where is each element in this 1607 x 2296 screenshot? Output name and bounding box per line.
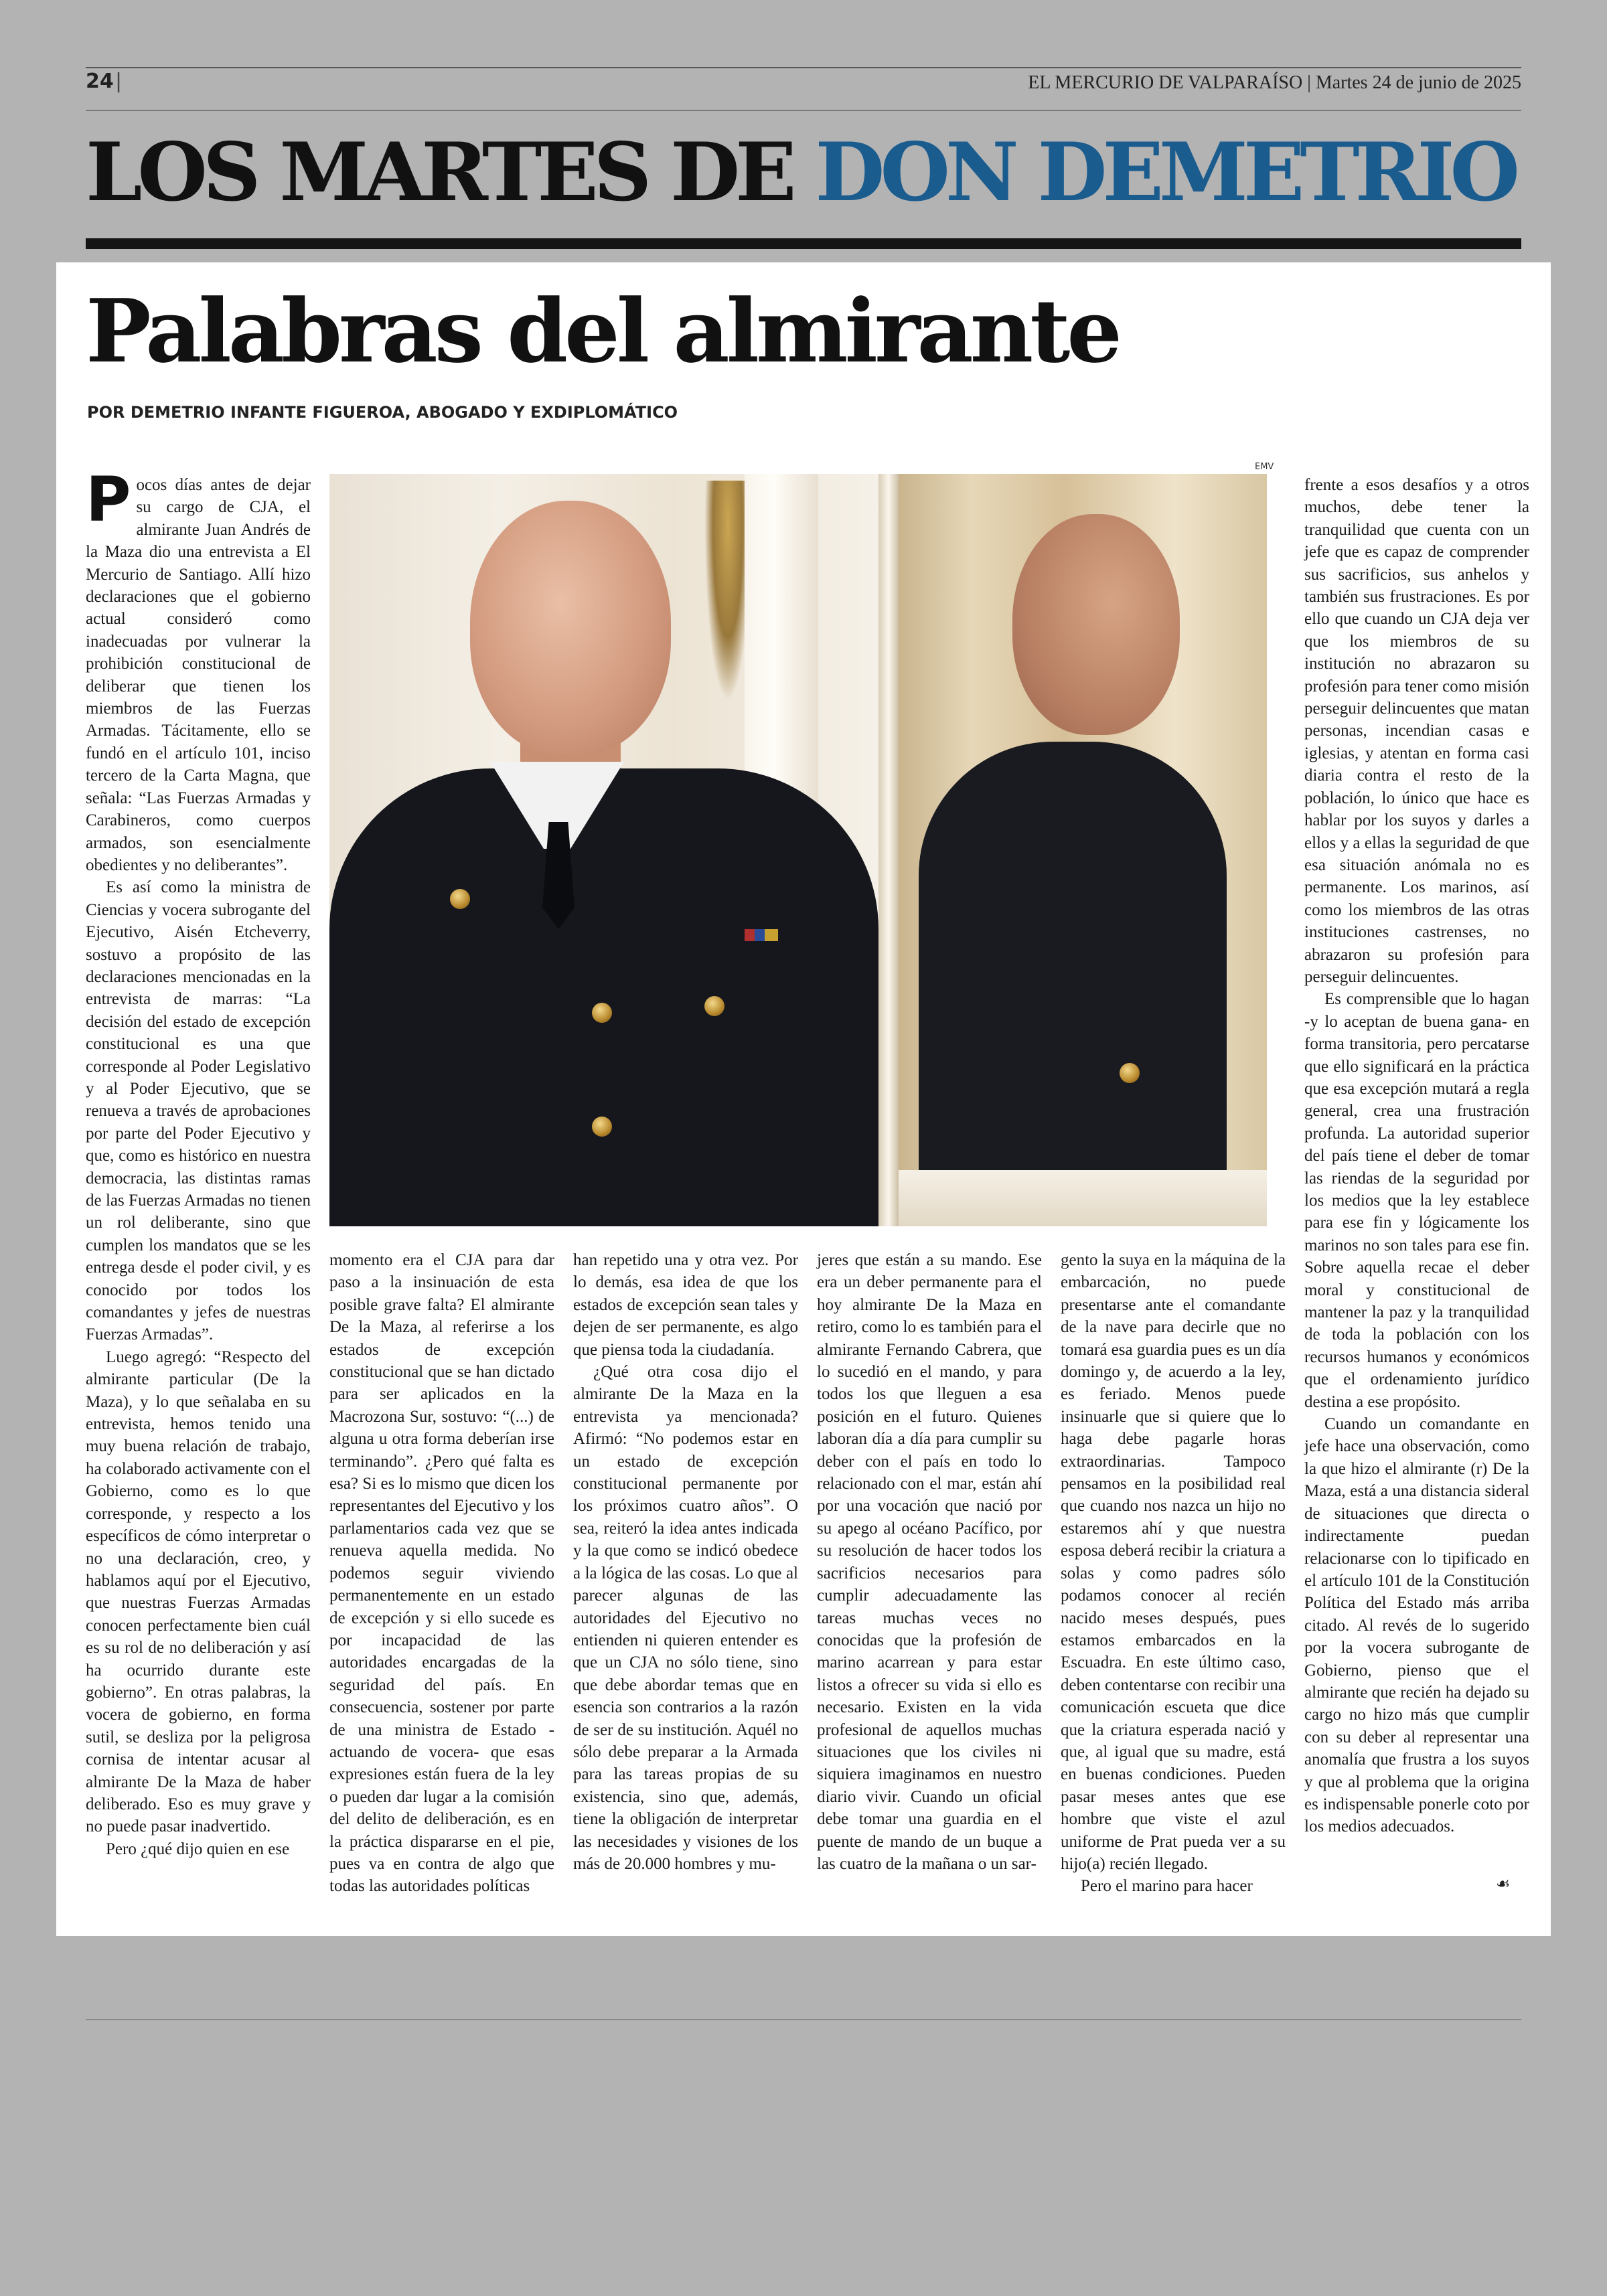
paragraph: gento la suya en la máquina de la embarcación, no puede presentarse ante el comandante de la nave para decirle que no tomará esa guardia pues es un día domingo y, de acuerdo a la ley, es feriado. Menos puede insinuarle que si quiere que lo haga debe pagarle horas extraordinarias. Tampoco pensamos en la posibilidad real que cuando nos nazca un hijo no estaremos ahí y que nuestra esposa deberá recibir la criatura a solas y como padres sólo podamos conocer al recién nacido meses después, pues estamos embarcados en la Escuadra. En este último caso, deben contentarse con recibir una comunicación escueta que dice que la criatura esperada nació y que, al igual que su madre, está en buenas condiciones. Pueden pasar meses antes que ese hombre que viste el azul uniforme de Prat pueda ver a su hijo(a) recién llegado.	[1061, 1251, 1286, 1873]
paragraph: ¿Qué otra cosa dijo el almirante De la Maza en la entrevista ya mencionada? Afirmó: “No podemos estar en un estado de excepción constitucional permanente por los próximos cuatro años”. O sea, reiteró la idea antes indicada y la que como se indicó obedece a la lógica de las cosas. Lo que al parecer algunas de las autoridades del Ejecutivo no entienden ni quieren entender es que un CJA no sólo tiene, sino que debe abordar temas que en esencia son contrarios a la razón de ser de su institución. Aquél no sólo debe preparar a la Armada para las tareas propias de su existencia, sino que, además, tiene la obligación de interpretar las necesidades y visiones de los más de 20.000 hombres y mu-	[573, 1363, 798, 1873]
photo-admiral-uniform	[329, 768, 878, 1226]
article-column-1	[86, 464, 311, 1860]
article-panel	[56, 262, 1551, 1936]
paragraph: Es así como la ministra de Ciencias y vocera subrogante del Ejecutivo, Aisén Etcheverry, sostuvo a propósito de las declaraciones mencionadas en la entrevista de marras: “La decisión del estado de excepción constitucional es una que corresponde al Poder Legislativo y al Poder Ejecutivo, que se renueva a través de aprobaciones por parte del Poder Ejecutivo y que, como es histórico en nuestra democracia, las distintas ramas de las Fuerzas Armadas no tienen un rol deliberante, sino que cumplen los mandatos que se les entrega desde el poder civil, y es conocido por todos los comandantes y jefes de nuestras Fuerzas Armadas”.	[86, 878, 311, 1344]
article-column-5	[1061, 1249, 1286, 1898]
section-title-main: LOS MARTES DE	[86, 125, 816, 220]
paragraph: ocos días antes de dejar su cargo de CJA, el almirante Juan Andrés de la Maza dio una entrevista a El Mercurio de Santiago. Allí hizo declaraciones que el gobierno actual consideró como inadecuadas por vulnerar la prohibición constitucional de deliberar que tienen los miembros de las Fuerzas Armadas. Tácitamente, ello se fundó en el artículo 101, inciso tercero de la Carta Magna, que señala: “Las Fuerzas Armadas y Carabineros, como cuerpos armados, son esencialmente obedientes y no deliberantes”.	[86, 476, 311, 874]
paragraph: momento era el CJA para dar paso a la insinuación de esta posible grave falta? El almirante De la Maza, al referirse a los estados de excepción constitucional que se han dictado para ser aplicados en la Macrozona Sur, sostuvo: “(...) de alguna u otra forma deberían irse terminando”. ¿Pero qué falta es esa? Si es lo mismo que dicen los representantes del Ejecutivo y los parlamentarios cada vez que se renueva aquella medida. No podemos seguir viviendo permanentemente en un estado de excepción y si ello sucede es por incapacidad de las autoridades encargadas de la seguridad del país. En consecuencia, sostener por parte de una ministra de Estado -actuando de vocera- que esas expresiones están fuera de la ley o pueden dar lugar a la comisión del delito de deliberación, es en la práctica dispararse en el pie, pues va en contra de algo que todas las autoridades políticas	[329, 1251, 554, 1896]
photo-button	[592, 1003, 612, 1023]
photo-mirror-shelf	[899, 1170, 1267, 1226]
paragraph: Es comprensible que lo hagan -y lo aceptan de buena gana- en forma transitoria, pero percatarse que ello significará en la práctica que esa excepción mutará a regla general, crea una frustración profunda. La autoridad superior del país tiene el deber de tomar las riendas de la seguridad por los medios que la ley establece para ese fin y lógicamente los marinos no son tales para ese fin. Sobre aquella recae el deber moral y constitucional de mantener la paz y la tranquilidad de toda la población con los recursos humanos y económicos que el ordenamiento jurídico destina a ese propósito.	[1304, 990, 1529, 1411]
photo-button	[704, 996, 724, 1016]
section-title	[86, 125, 1521, 220]
article-headline: Palabras del almirante	[86, 280, 1119, 382]
header-rule	[86, 110, 1521, 111]
paragraph: Pero el marino para hacer	[1081, 1877, 1253, 1896]
section-divider	[86, 238, 1521, 249]
article-column-4	[817, 1249, 1042, 1875]
end-mark-icon: ☙	[1496, 1874, 1511, 1893]
article-photo	[329, 474, 1267, 1226]
drop-cap: P	[86, 464, 131, 536]
paragraph: Pero ¿qué dijo quien en ese	[106, 1839, 290, 1858]
page-number-separator: |	[115, 70, 123, 93]
photo-badge	[450, 889, 470, 909]
photo-reflection-head	[1012, 514, 1180, 735]
paragraph: frente a esos desafíos y a otros muchos, debe tener la tranquilidad que cuenta con un jefe que es capaz de comprender sus sacrificios, sus anhelos y también sus frustraciones. Es por ello que cuando un CJA deja ver que los miembros de su institución no abrazaron su profesión para tener como misión perseguir delincuentes que matan personas, incendian casas e iglesias, y atentan en forma casi diaria contra el resto de la población, lo único que hace es hablar por los suyos y darles a ellos y a ellas la seguridad de que esa situación anómala no es permanente. Los marinos, así como los miembros de las otras instituciones castrenses, no abrazaron su profesión para perseguir delincuentes.	[1304, 476, 1530, 986]
article-byline: POR DEMETRIO INFANTE FIGUEROA, ABOGADO Y EXDIPLOMÁTICO	[87, 403, 678, 422]
photo-reflection-uniform	[919, 742, 1227, 1170]
page-number: 24	[86, 70, 114, 93]
masthead-date: EL MERCURIO DE VALPARAÍSO | Martes 24 de junio de 2025	[1028, 72, 1521, 93]
photo-button	[592, 1117, 612, 1137]
photo-credit: EMV	[1255, 462, 1274, 472]
photo-mirror-frame	[878, 474, 899, 1226]
paragraph: Cuando un comandante en jefe hace una observación, como la que hizo el almirante (r) De la Maza, está a una distancia sideral de situaciones que directa o indirectamente puedan relacionarse con lo tipificado en el artículo 101 de la Constitución Política del Estado más arriba citado. Al revés de lo sugerido por la vocera subrogante de Gobierno, pienso que el almirante que recién ha dejado su cargo no hizo más que cumplir con su deber al representar una anomalía que frustra a los suyos y que al problema que la origina es indispensable ponerle coto por los medios adecuados.	[1304, 1415, 1529, 1836]
article-column-6	[1304, 474, 1529, 1838]
photo-admiral-head	[470, 501, 671, 755]
paragraph: han repetido una y otra vez. Por lo demás, esa idea de que los estados de excepción sean tales y dejen de ser permanente, es algo que piensa toda la ciudadanía.	[573, 1251, 798, 1359]
article-column-3	[573, 1249, 798, 1875]
photo-reflection-button	[1120, 1063, 1140, 1083]
paragraph: Luego agregó: “Respecto del almirante particular (De la Maza), y lo que señalaba en su entrevista, hemos tenido una muy buena relación de trabajo, ha colaborado activamente con el Gobierno, como es lo que corresponde, y respecto a los específicos de cómo interpretar o no una declaración, creo, y hablamos aquí por el Ejecutivo, que nuestras Fuerzas Armadas conocen perfectamente bien cuál es su rol de no deliberación y así ha ocurrido durante este gobierno”. En otras palabras, la vocera de gobierno, en forma sutil, se desliza por la peligrosa cornisa de intentar acusar al almirante De la Maza de haber deliberado. Eso es muy grave y no puede pasar inadvertido.	[86, 1347, 311, 1836]
section-title-accent: DON DEMETRIO	[815, 125, 1515, 220]
paragraph: jeres que están a su mando. Ese era un deber permanente para el hoy almirante De la Maza en retiro, como lo es también para el almirante Fernando Cabrera, que lo sucedió en el mando, y para todos los que lleguen a esa posición en el futuro. Quienes laboran día a día para cumplir su deber con el país en todo lo relacionado con el mar, están ahí por una vocación que nació por su apego al océano Pacífico, por su resolución de hacer todos los sacrificios necesarios para cumplir adecuadamente las tareas muchas veces no conocidas que la profesión de marino acarrean y para estar listos a ofrecer su vida si ello es necesario. Existen en la vida profesional de aquellos muchas situaciones que los civiles ni siquiera imaginamos en nuestro diario vivir. Cuando un oficial debe tomar una guardia en el puente de mando de un buque a las cuatro de la mañana o un sar-	[817, 1251, 1042, 1873]
bottom-rule	[86, 2019, 1521, 2020]
article-column-2	[329, 1249, 554, 1898]
photo-ribbon	[745, 929, 778, 941]
top-rule	[86, 67, 1521, 68]
